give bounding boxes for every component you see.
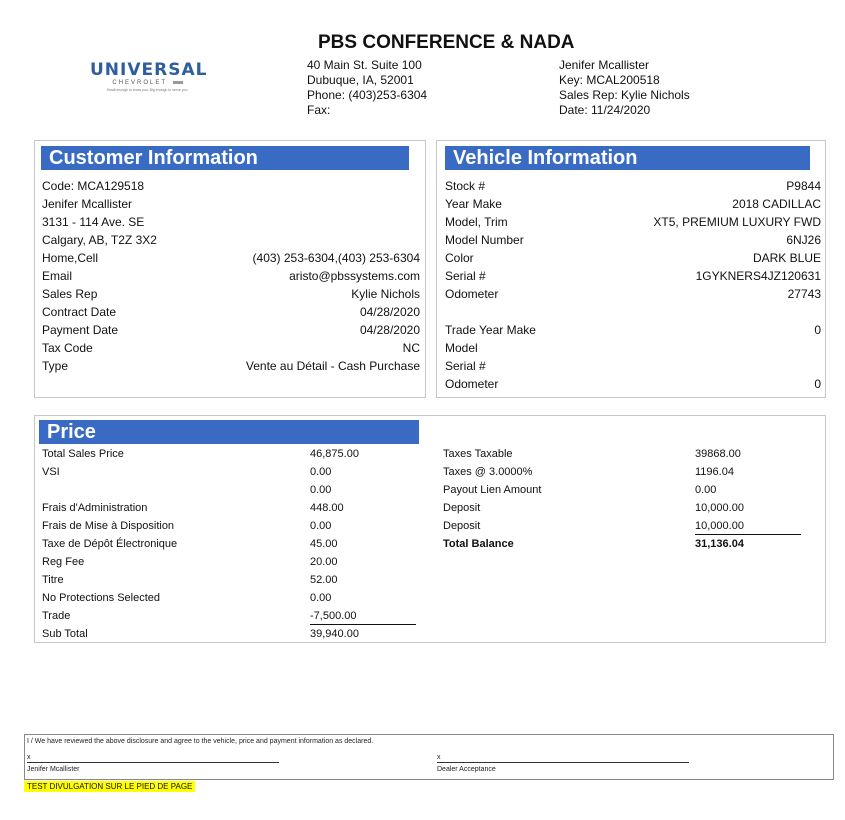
company-address-line2: Dubuque, IA, 52001 [307, 73, 414, 87]
customer-field-row-label: Type [42, 359, 69, 373]
vehicle-field-row [445, 213, 821, 231]
vehicle-field-row [445, 177, 821, 195]
price-summary-row [443, 499, 801, 517]
customer-field-row [42, 285, 420, 303]
header-customer-key: Key: MCAL200518 [559, 73, 660, 87]
logo-sub-text [90, 80, 205, 86]
price-line-row [42, 463, 416, 481]
price-line-row [42, 481, 416, 499]
customer-field-row [42, 321, 420, 339]
vehicle-field-row-value: 2018 CADILLAC [732, 197, 821, 211]
vehicle-field-row-label: Stock # [445, 179, 486, 193]
trade-field-row [445, 357, 821, 375]
price-summary-row-value: 31,136.04 [695, 538, 744, 550]
price-panel [34, 415, 826, 643]
customer-name-text: Jenifer Mcallister [42, 197, 133, 211]
customer-field-row [42, 339, 420, 357]
trade-field-row-label: Trade Year Make [445, 323, 536, 337]
customer-signature-line[interactable] [27, 753, 279, 763]
vehicle-field-row [445, 249, 821, 267]
price-line-row [42, 517, 416, 535]
price-line-row-value: -7,500.00 [310, 607, 416, 625]
company-phone: Phone: (403)253-6304 [307, 88, 428, 102]
price-summary-row-value: 1196.04 [695, 466, 734, 478]
customer-field-row-label: Sales Rep [42, 287, 98, 301]
price-line-row-label: Frais de Mise à Disposition [42, 520, 175, 532]
price-summary-row-value: 39868.00 [695, 448, 741, 460]
dealer-acceptance-label: Dealer Acceptance [437, 766, 496, 773]
price-line-row [42, 553, 416, 571]
customer-field-row [42, 357, 420, 375]
vehicle-field-row-value: DARK BLUE [752, 251, 821, 265]
price-line-row-value: 0.00 [310, 466, 332, 478]
price-summary-row-label: Taxes @ 3.0000% [443, 466, 533, 478]
price-summary-row [443, 517, 801, 535]
price-summary-row-label: Deposit [443, 520, 481, 532]
customer-field-row-label: Contract Date [42, 305, 117, 319]
price-line-row [42, 589, 416, 607]
vehicle-field-row [445, 267, 821, 285]
customer-address1 [42, 213, 422, 231]
price-line-row-value: 52.00 [310, 574, 338, 586]
price-summary-row [443, 535, 801, 553]
company-address-line1: 40 Main St. Suite 100 [307, 58, 422, 72]
logo-sub-label: CHEVROLET [112, 80, 167, 86]
trade-field-row [445, 321, 821, 339]
vehicle-info-panel [436, 140, 826, 398]
price-line-row [42, 625, 416, 643]
customer-field-row-label: Tax Code [42, 341, 93, 355]
price-line-row [42, 445, 416, 463]
footer-disclosure-note: TEST DIVULGATION SUR LE PIED DE PAGE [24, 781, 195, 792]
customer-field-row-value: aristo@pbssystems.com [289, 269, 420, 283]
customer-info-title: Customer Information [41, 146, 409, 170]
price-line-row-label: Reg Fee [42, 556, 85, 568]
customer-field-row-value: NC [402, 341, 420, 355]
disclosure-text: I / We have reviewed the above disclosure and agree to the vehicle, price and payment information as declared. [27, 738, 374, 745]
vehicle-field-row-label: Model Number [445, 233, 524, 247]
trade-field-row [445, 339, 821, 357]
price-summary-row [443, 481, 801, 499]
customer-address1-text: 3131 - 114 Ave. SE [42, 215, 145, 229]
vehicle-field-row-value: XT5, PREMIUM LUXURY FWD [653, 215, 821, 229]
price-line-row-label: Total Sales Price [42, 448, 124, 460]
vehicle-field-row [445, 231, 821, 249]
customer-field-row-label: Home,Cell [42, 251, 99, 265]
customer-x-mark: x [27, 754, 31, 761]
customer-field-row-value: Vente au Détail - Cash Purchase [245, 359, 420, 373]
price-summary-row-label: Total Balance [443, 538, 514, 550]
vehicle-field-row-value: P9844 [786, 179, 821, 193]
price-line-row [42, 571, 416, 589]
customer-code [42, 177, 422, 195]
price-line-row-label: Titre [42, 574, 64, 586]
price-line-row-value: 45.00 [310, 538, 338, 550]
price-line-row-value: 0.00 [310, 520, 332, 532]
customer-field-row [42, 267, 420, 285]
trade-field-row [445, 375, 821, 393]
vehicle-field-row-value: 6NJ26 [786, 233, 821, 247]
vehicle-info-title: Vehicle Information [445, 146, 810, 170]
company-address-block [307, 58, 427, 118]
price-line-row-value: 0.00 [310, 484, 332, 496]
price-summary-row-label: Taxes Taxable [443, 448, 513, 460]
customer-field-row-label: Email [42, 269, 73, 283]
dealer-logo [90, 60, 208, 92]
price-summary-row-value: 10,000.00 [695, 502, 744, 514]
header-customer-name: Jenifer Mcallister [559, 58, 650, 72]
trade-field-row-label: Odometer [445, 377, 499, 391]
header-customer-block [559, 58, 690, 118]
customer-field-row [42, 303, 420, 321]
customer-info-panel [34, 140, 426, 398]
customer-address2-text: Calgary, AB, T2Z 3X2 [42, 233, 157, 247]
price-line-row-label: No Protections Selected [42, 592, 161, 604]
customer-field-row-value: 04/28/2020 [359, 305, 420, 319]
vehicle-field-row-label: Model, Trim [445, 215, 508, 229]
customer-field-row [42, 249, 420, 267]
price-line-row-value: 448.00 [310, 502, 344, 514]
price-line-row [42, 607, 416, 625]
customer-code-text: Code: MCA129518 [42, 179, 145, 193]
price-line-row [42, 499, 416, 517]
vehicle-field-row-label: Color [445, 251, 474, 265]
price-line-row-label: VSI [42, 466, 60, 478]
vehicle-field-row-value: 27743 [787, 287, 821, 301]
vehicle-field-row-label: Year Make [445, 197, 502, 211]
trade-field-row-label: Model [445, 341, 478, 355]
price-summary-row [443, 445, 801, 463]
price-summary-row-value: 10,000.00 [695, 517, 801, 535]
price-summary-row-value: 0.00 [695, 484, 717, 496]
vehicle-field-row [445, 285, 821, 303]
price-title: Price [39, 420, 419, 444]
price-summary-row-label: Deposit [443, 502, 481, 514]
logo-tagline: Small enough to know you. Big enough to serve you. [106, 88, 189, 92]
customer-name [42, 195, 422, 213]
customer-address2 [42, 231, 422, 249]
price-line-row-label: Frais d'Administration [42, 502, 148, 514]
price-summary-row-label: Payout Lien Amount [443, 484, 542, 496]
price-line-row-label: Trade [42, 610, 71, 622]
vehicle-field-row-value: 1GYKNERS4JZ120631 [695, 269, 821, 283]
dealer-x-mark: x [437, 754, 441, 761]
logo-main-text: UNIVERSAL [90, 60, 208, 80]
customer-signature-name: Jenifer Mcallister [27, 766, 80, 773]
header-date: Date: 11/24/2020 [559, 103, 651, 117]
company-fax: Fax: [307, 103, 331, 117]
vehicle-field-row-label: Odometer [445, 287, 499, 301]
signature-box [24, 734, 834, 780]
price-line-row [42, 535, 416, 553]
price-summary-row [443, 463, 801, 481]
customer-field-row-value: (403) 253-6304,(403) 253-6304 [252, 251, 420, 265]
customer-field-row-value: 04/28/2020 [359, 323, 420, 337]
header-sales-rep: Sales Rep: Kylie Nichols [559, 88, 690, 102]
price-line-row-value: 46,875.00 [310, 448, 359, 460]
dealer-signature-line[interactable] [437, 753, 689, 763]
price-line-row-value: 39,940.00 [310, 628, 359, 640]
price-line-row-label: Sub Total [42, 628, 88, 640]
price-line-row-value: 20.00 [310, 556, 338, 568]
price-line-row-label: Taxe de Dépôt Électronique [42, 538, 178, 550]
vehicle-field-row [445, 195, 821, 213]
trade-field-row-value: 0 [814, 377, 821, 391]
trade-field-row-value: 0 [814, 323, 821, 337]
trade-field-row-label: Serial # [445, 359, 486, 373]
customer-field-row-value: Kylie Nichols [351, 287, 420, 301]
price-line-row-value: 0.00 [310, 592, 332, 604]
chevron-bowtie-icon [173, 81, 183, 84]
vehicle-field-row-label: Serial # [445, 269, 486, 283]
customer-field-row-label: Payment Date [42, 323, 119, 337]
company-name: PBS CONFERENCE & NADA [318, 32, 575, 53]
